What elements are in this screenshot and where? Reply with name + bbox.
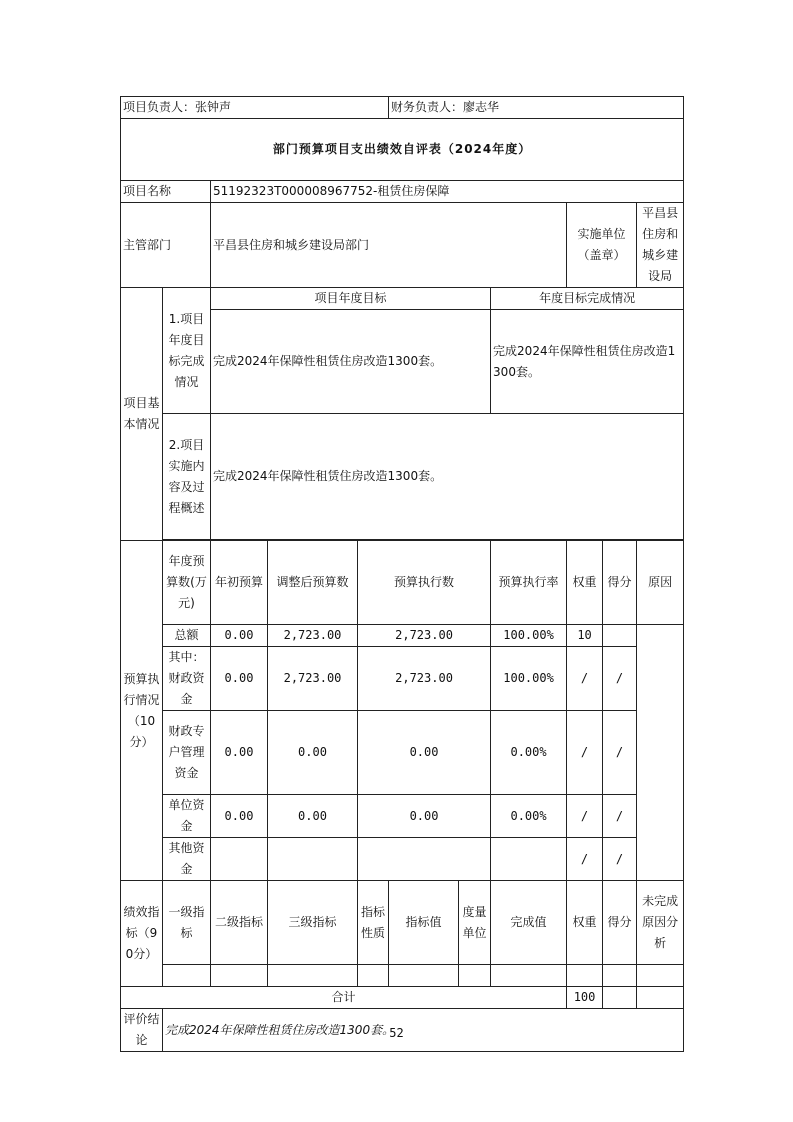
finance-leader: 财务负责人：廖志华: [389, 97, 684, 119]
completed-header: 完成值: [491, 881, 567, 965]
initial-cell: 0.00: [211, 711, 268, 795]
row-label: 单位资金: [163, 795, 211, 838]
page-number: 52: [389, 1026, 404, 1040]
unit-header: 度量单位: [459, 881, 491, 965]
evaluation-text: 完成2024年保障性租赁住房改造1300套。: [163, 1009, 684, 1052]
page-title: 部门预算项目支出绩效自评表（2024年度）: [121, 119, 684, 181]
project-name-value: 51192323T000008967752-租赁住房保障: [211, 181, 684, 203]
total-label: 合计: [121, 987, 567, 1009]
adjusted-cell: 0.00: [268, 795, 358, 838]
table-row: [121, 625, 684, 647]
completion-text: 完成2024年保障性租赁住房改造1300套。: [491, 310, 684, 414]
perf-weight-header: 权重: [567, 881, 603, 965]
score-cell: /: [603, 647, 637, 711]
annual-goal-text: 完成2024年保障性租赁住房改造1300套。: [211, 310, 491, 414]
row-label: 其他资金: [163, 838, 211, 881]
adjusted-cell: 2,723.00: [268, 625, 358, 647]
impl-content-label: 2.项目实施内容及过程概述: [163, 414, 211, 540]
empty-cell: [637, 965, 684, 987]
empty-cell: [211, 965, 268, 987]
table-row: [121, 965, 684, 987]
row-label: 其中：财政资金: [163, 647, 211, 711]
annual-budget-header: 年度预算数(万元): [163, 541, 211, 625]
executed-cell: 2,723.00: [358, 647, 491, 711]
level2-header: 二级指标: [211, 881, 268, 965]
rate-cell: 0.00%: [491, 795, 567, 838]
budget-section-label: 预算执行情况（10分）: [121, 541, 163, 881]
dept-value: 平昌县住房和城乡建设局部门: [211, 203, 567, 288]
rate-cell: 100.00%: [491, 647, 567, 711]
table-row: [121, 795, 684, 838]
completion-header: 年度目标完成情况: [491, 288, 684, 310]
reason-cell: [637, 625, 684, 881]
empty-cell: [637, 987, 684, 1009]
weight-header: 权重: [567, 541, 603, 625]
row-label: 总额: [163, 625, 211, 647]
value-header: 指标值: [389, 881, 459, 965]
executed-cell: [358, 838, 491, 881]
initial-budget-header: 年初预算: [211, 541, 268, 625]
initial-cell: 0.00: [211, 795, 268, 838]
reason-header: 原因: [637, 541, 684, 625]
score-cell: /: [603, 711, 637, 795]
empty-cell: [459, 965, 491, 987]
rate-cell: 0.00%: [491, 711, 567, 795]
performance-section-label: 绩效指标（90分）: [121, 881, 163, 987]
dept-label: 主管部门: [121, 203, 211, 288]
table-row: [121, 838, 684, 881]
total-weight: 100: [567, 987, 603, 1009]
adjusted-cell: 0.00: [268, 711, 358, 795]
goal-label: 1.项目年度目标完成情况: [163, 288, 211, 414]
impl-content-text: 完成2024年保障性租赁住房改造1300套。: [211, 414, 684, 540]
weight-cell: /: [567, 647, 603, 711]
level1-header: 一级指标: [163, 881, 211, 965]
empty-cell: [567, 965, 603, 987]
score-cell: /: [603, 838, 637, 881]
executed-cell: 0.00: [358, 711, 491, 795]
impl-unit-value: 平昌县住房和城乡建设局: [637, 203, 684, 288]
weight-cell: /: [567, 795, 603, 838]
executed-cell: 0.00: [358, 795, 491, 838]
initial-cell: 0.00: [211, 625, 268, 647]
unfinished-reason-header: 未完成原因分析: [637, 881, 684, 965]
annual-goal-header: 项目年度目标: [211, 288, 491, 310]
table-row: [121, 647, 684, 711]
rate-cell: 100.00%: [491, 625, 567, 647]
empty-cell: [358, 965, 389, 987]
row-label: 财政专户管理资金: [163, 711, 211, 795]
empty-cell: [268, 965, 358, 987]
initial-cell: [211, 838, 268, 881]
table-row: [121, 711, 684, 795]
empty-cell: [163, 965, 211, 987]
adjusted-cell: [268, 838, 358, 881]
nature-header: 指标性质: [358, 881, 389, 965]
impl-unit-label: 实施单位（盖章）: [567, 203, 637, 288]
initial-cell: 0.00: [211, 647, 268, 711]
perf-score-header: 得分: [603, 881, 637, 965]
executed-cell: 2,723.00: [358, 625, 491, 647]
adjusted-budget-header: 调整后预算数: [268, 541, 358, 625]
empty-cell: [389, 965, 459, 987]
empty-cell: [491, 965, 567, 987]
project-name-label: 项目名称: [121, 181, 211, 203]
weight-cell: /: [567, 838, 603, 881]
rate-cell: [491, 838, 567, 881]
basic-info-section-label: 项目基本情况: [121, 288, 163, 541]
score-header: 得分: [603, 541, 637, 625]
execution-rate-header: 预算执行率: [491, 541, 567, 625]
weight-cell: 10: [567, 625, 603, 647]
score-cell: /: [603, 795, 637, 838]
evaluation-label: 评价结论: [121, 1009, 163, 1052]
weight-cell: /: [567, 711, 603, 795]
adjusted-cell: 2,723.00: [268, 647, 358, 711]
executed-budget-header: 预算执行数: [358, 541, 491, 625]
project-leader: 项目负责人：张钟声: [121, 97, 389, 119]
empty-cell: [603, 965, 637, 987]
score-cell: [603, 625, 637, 647]
total-score: [603, 987, 637, 1009]
self-evaluation-form: [120, 96, 684, 1052]
level3-header: 三级指标: [268, 881, 358, 965]
